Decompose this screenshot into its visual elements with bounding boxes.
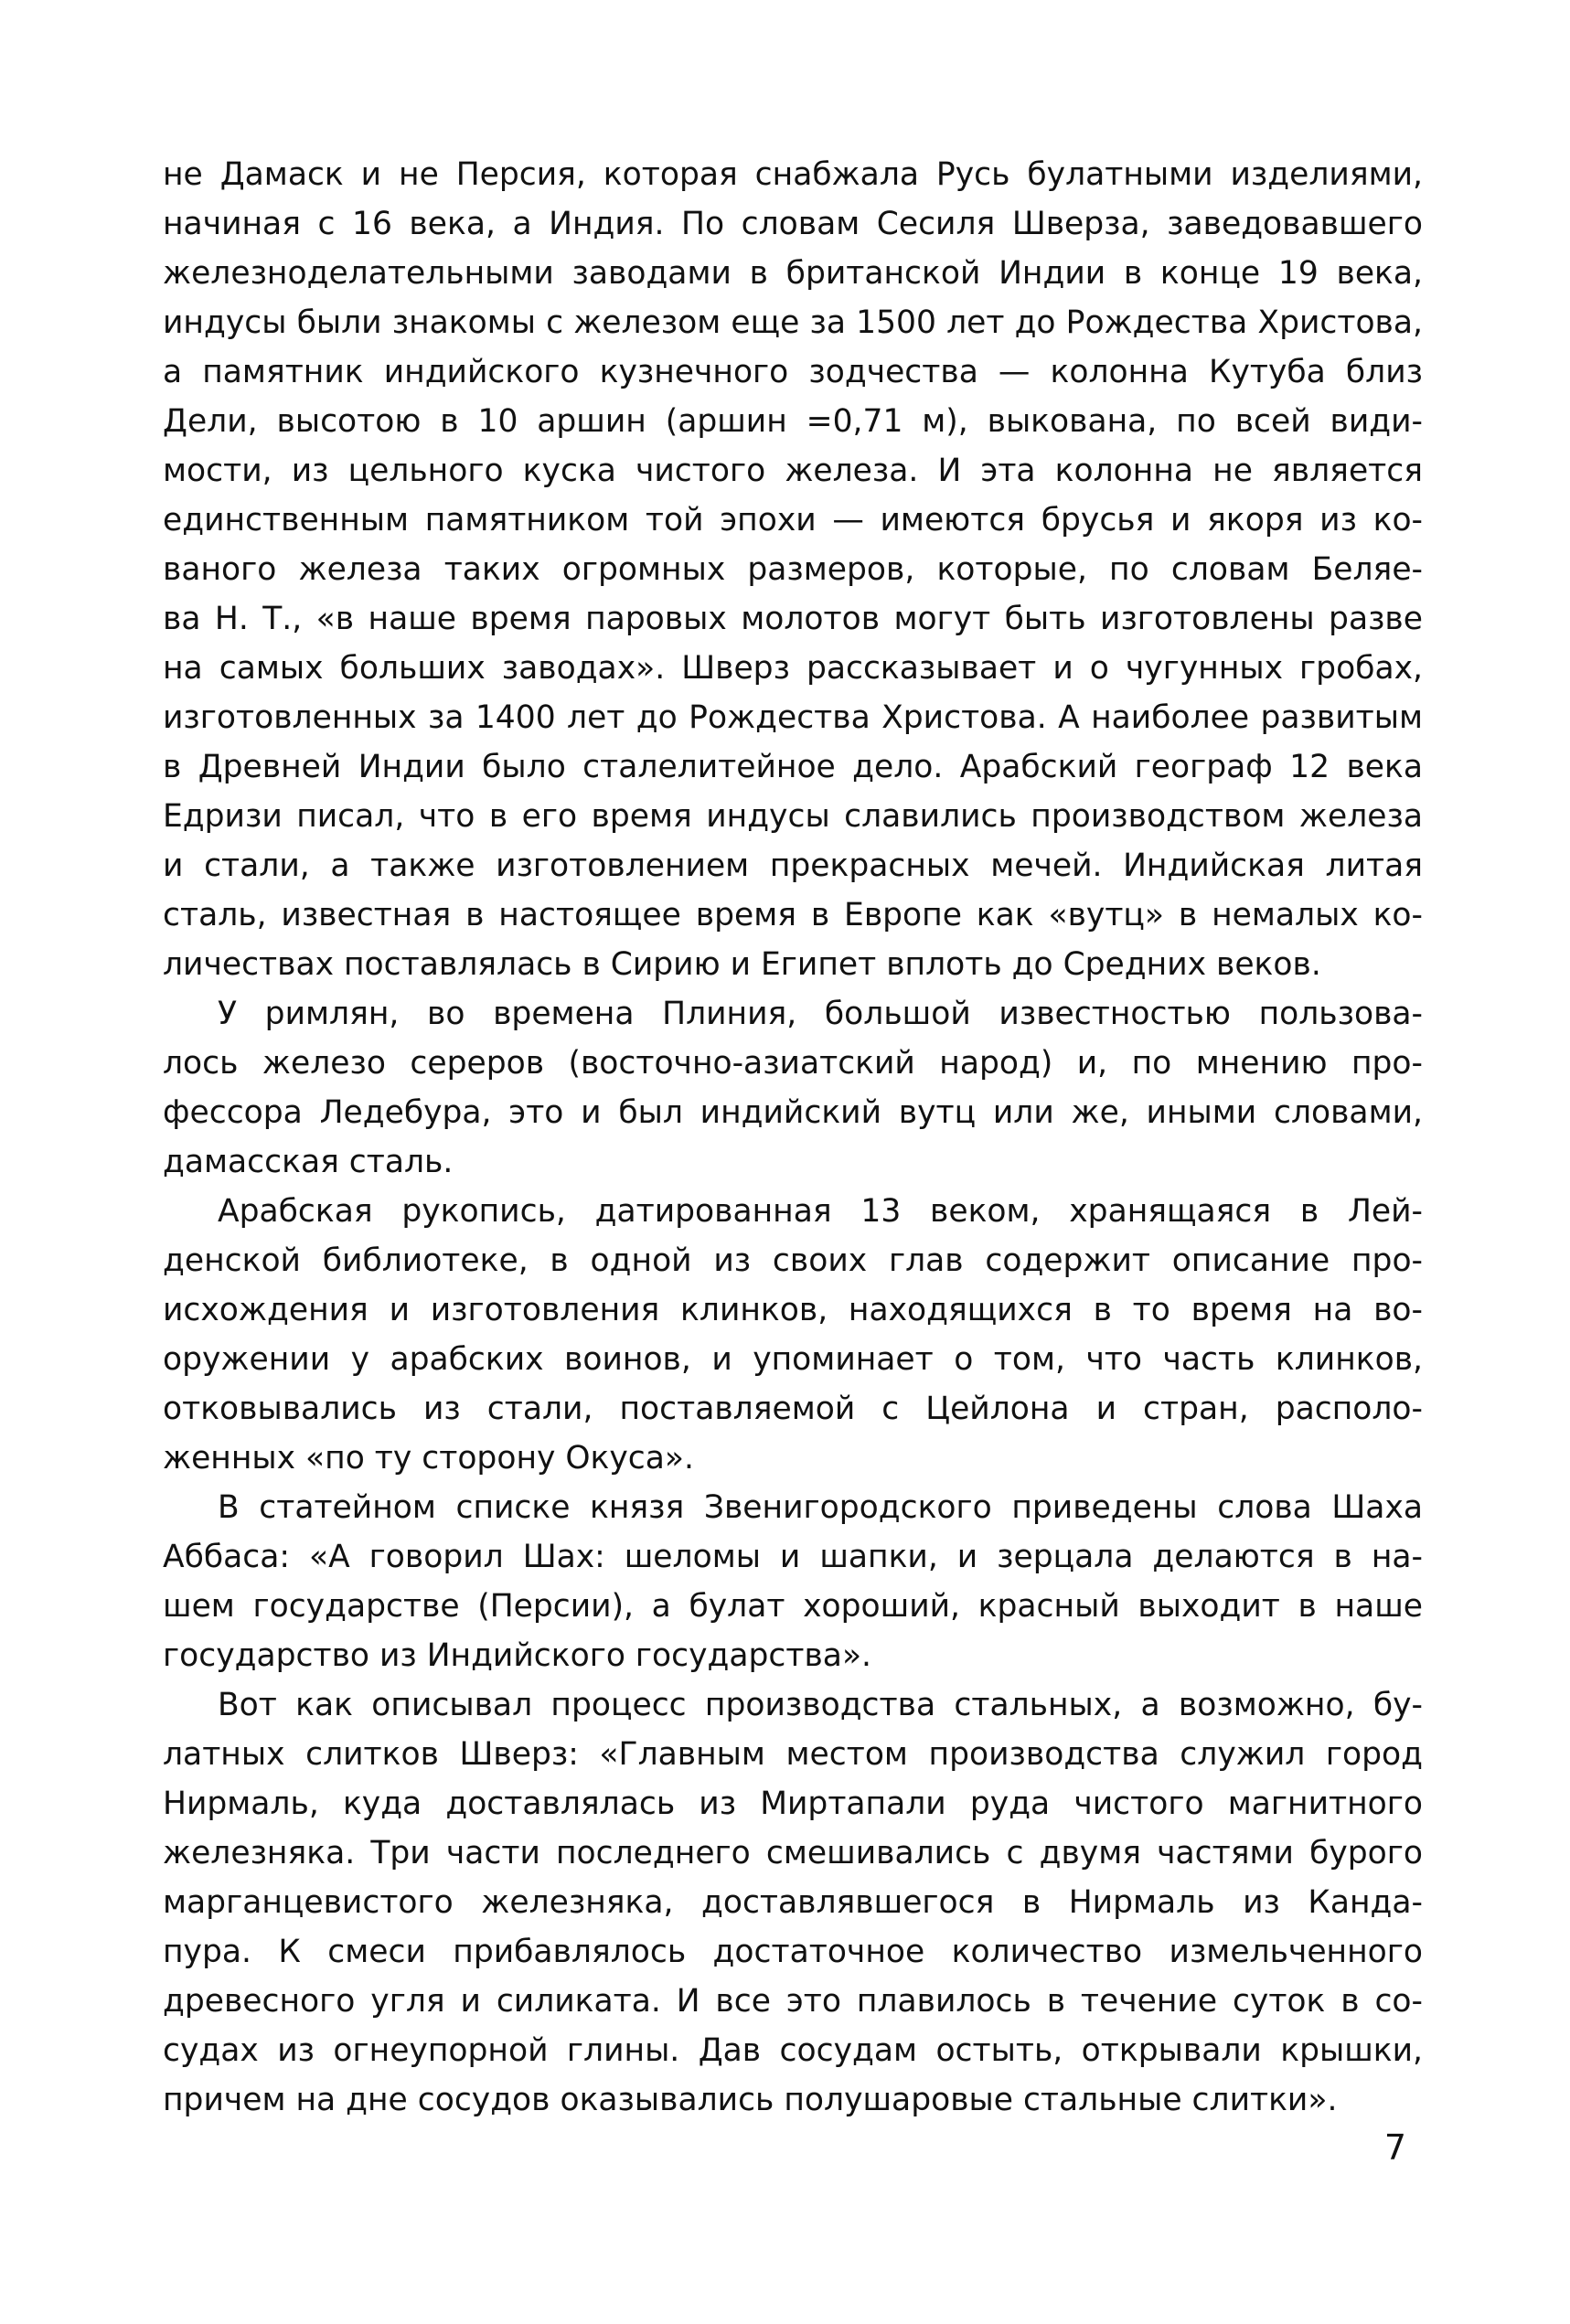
text-line: и стали, а также изготовлением прекрасных мечей. Индийская литая	[163, 848, 1423, 884]
text-line: судах из огнеупорной глины. Дав сосудам остыть, открывали крышки,	[163, 2032, 1423, 2069]
text-line: в Древней Индии было сталелитейное дело. Арабский географ 12 века	[163, 749, 1423, 785]
text-line: мости, из цельного куска чистого железа. И эта колонна не является	[163, 453, 1423, 489]
text-line: В статейном списке князя Звенигородского приведены слова Шаха	[218, 1489, 1423, 1526]
page-number: 7	[1383, 2127, 1406, 2168]
text-line: причем на дне сосудов оказывались полушаровые стальные слитки».	[163, 2082, 1338, 2118]
text-line: денской библиотеке, в одной из своих глав содержит описание про-	[163, 1242, 1423, 1279]
paragraph	[163, 989, 1423, 1187]
text-line: Нирмаль, куда доставлялась из Миртапали руда чистого магнитного	[163, 1786, 1423, 1822]
text-line: железноделательными заводами в британской Индии в конце 19 века,	[163, 255, 1423, 292]
paragraph	[163, 1187, 1423, 1483]
text-line: Арабская рукопись, датированная 13 веком, хранящаяся в Лей-	[218, 1193, 1423, 1230]
text-line: женных «по ту сторону Окуса».	[163, 1440, 694, 1476]
text-line: марганцевистого железняка, доставлявшегося в Нирмаль из Канда-	[163, 1884, 1423, 1921]
text-line: не Дамаск и не Персия, которая снабжала Русь булатными изделиями,	[163, 156, 1423, 193]
text-line: У римлян, во времена Плиния, большой известностью пользова-	[218, 996, 1423, 1032]
paragraph	[163, 150, 1423, 989]
text-line: Дели, высотою в 10 аршин (аршин =0,71 м), выкована, по всей види-	[163, 403, 1423, 440]
text-line: лось железо сереров (восточно-азиатский народ) и, по мнению про-	[163, 1045, 1423, 1082]
text-line: личествах поставлялась в Сирию и Египет вплоть до Средних веков.	[163, 946, 1321, 983]
text-line: сталь, известная в настоящее время в Европе как «вутц» в немалых ко-	[163, 897, 1423, 933]
text-line: Вот как описывал процесс производства стальных, а возможно, бу-	[218, 1687, 1423, 1723]
text-line: латных слитков Шверз: «Главным местом производства служил город	[163, 1736, 1423, 1773]
text-line: изготовленных за 1400 лет до Рождества Христова. А наиболее развитым	[163, 699, 1423, 736]
text-line: Аббаса: «А говорил Шах: шеломы и шапки, и зерцала делаются в на-	[163, 1539, 1423, 1575]
text-line: ва Н. Т., «в наше время паровых молотов могут быть изготовлены разве	[163, 601, 1423, 637]
paragraph	[163, 1483, 1423, 1680]
text-line: начиная с 16 века, а Индия. По словам Сесиля Шверза, заведовавшего	[163, 206, 1423, 242]
text-line: Едризи писал, что в его время индусы славились производством железа	[163, 798, 1423, 835]
text-line: шем государстве (Персии), а булат хороший, красный выходит в наше	[163, 1588, 1423, 1625]
text-line: фессора Ледебура, это и был индийский вутц или же, иными словами,	[163, 1094, 1423, 1131]
text-line: а памятник индийского кузнечного зодчества — колонна Кутуба близ	[163, 354, 1423, 390]
text-line: исхождения и изготовления клинков, находящихся в то время на во-	[163, 1292, 1423, 1328]
text-line: древесного угля и силиката. И все это плавилось в течение суток в со-	[163, 1983, 1423, 2020]
paragraph	[163, 1680, 1423, 2125]
text-line: железняка. Три части последнего смешивались с двумя частями бурого	[163, 1835, 1423, 1871]
text-line: на самых больших заводах». Шверз рассказывает и о чугунных гробах,	[163, 650, 1423, 687]
text-line: отковывались из стали, поставляемой с Цейлона и стран, располо-	[163, 1391, 1423, 1427]
text-line: государство из Индийского государства».	[163, 1637, 872, 1674]
text-line: оружении у арабских воинов, и упоминает о том, что часть клинков,	[163, 1341, 1423, 1378]
text-line: единственным памятником той эпохи — имеются брусья и якоря из ко-	[163, 502, 1423, 538]
text-line: ваного железа таких огромных размеров, которые, по словам Беляе-	[163, 551, 1423, 588]
text-line: индусы были знакомы с железом еще за 1500 лет до Рождества Христова,	[163, 304, 1423, 341]
text-line: дамасская сталь.	[163, 1144, 454, 1180]
text-line: пура. К смеси прибавлялось достаточное количество измельченного	[163, 1934, 1423, 1970]
page-body	[163, 150, 1423, 2125]
